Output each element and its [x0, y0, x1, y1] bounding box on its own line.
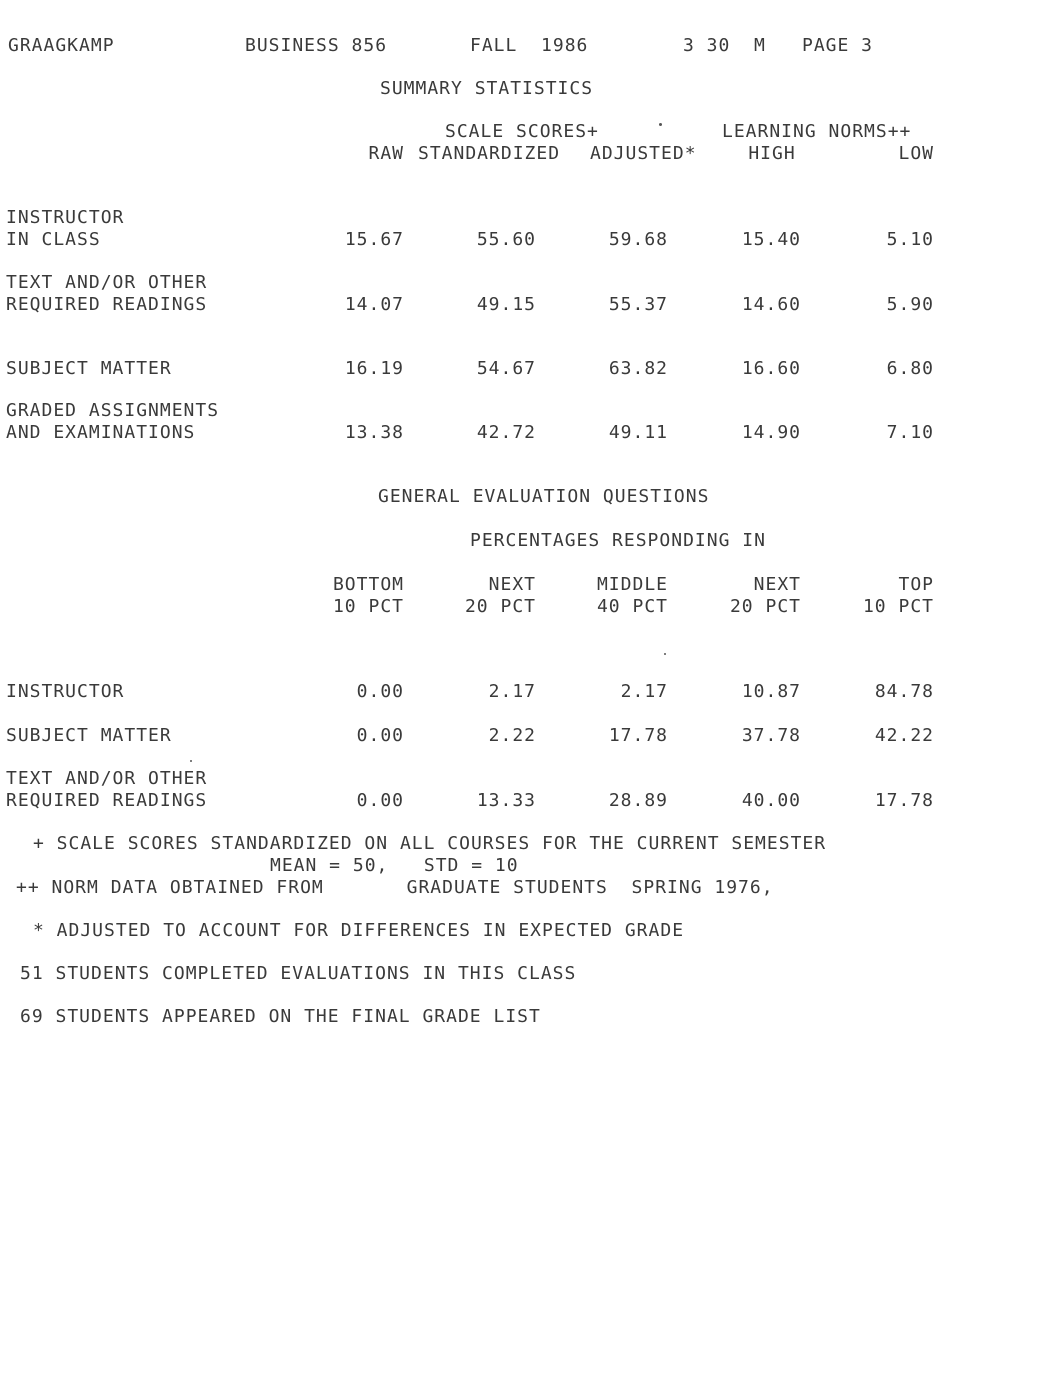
summary-cell: 7.10 — [886, 422, 934, 443]
summary-title: SUMMARY STATISTICS — [380, 78, 594, 99]
learning-norms-group-label: LEARNING NORMS++ — [722, 121, 912, 142]
col-header-pct-1-line2: 20 PCT — [464, 596, 536, 617]
col-header-standardized: STANDARDIZED — [418, 143, 561, 164]
general-cell: 42.22 — [874, 725, 934, 746]
stray-mark — [659, 123, 662, 126]
general-cell: 40.00 — [741, 790, 801, 811]
col-header-low: LOW — [898, 143, 934, 164]
col-header-pct-0-line2: 10 PCT — [332, 596, 404, 617]
page-number: PAGE 3 — [802, 35, 874, 56]
summary-cell: 6.80 — [886, 358, 934, 379]
general-title: GENERAL EVALUATION QUESTIONS — [378, 486, 710, 507]
row-label-text-readings: REQUIRED READINGS — [6, 294, 208, 315]
note-adjusted: * ADJUSTED TO ACCOUNT FOR DIFFERENCES IN EXPECTED GRADE — [33, 920, 685, 941]
summary-cell: 16.60 — [741, 358, 801, 379]
note-completed-count: 51 STUDENTS COMPLETED EVALUATIONS IN THIS CLASS — [20, 963, 577, 984]
col-header-pct-4: TOP — [898, 574, 934, 595]
course-number: BUSINESS 856 — [245, 35, 388, 56]
col-header-pct-1: NEXT — [488, 574, 536, 595]
gen-row-label-instructor: INSTRUCTOR — [6, 681, 125, 702]
general-cell: 37.78 — [741, 725, 801, 746]
summary-cell: 13.38 — [344, 422, 404, 443]
row-label-text-readings-line1: TEXT AND/OR OTHER — [6, 272, 208, 293]
instructor-name: GRAAGKAMP — [8, 35, 115, 56]
col-header-pct-3-line2: 20 PCT — [729, 596, 801, 617]
note-final-grade-count: 69 STUDENTS APPEARED ON THE FINAL GRADE LIST — [20, 1006, 541, 1027]
summary-cell: 14.07 — [344, 294, 404, 315]
note-scale-scores: + SCALE SCORES STANDARDIZED ON ALL COURSES FOR THE CURRENT SEMESTER — [33, 833, 827, 854]
gen-row-label-text-readings: REQUIRED READINGS — [6, 790, 208, 811]
summary-cell: 59.68 — [608, 229, 668, 250]
general-cell: 2.17 — [488, 681, 536, 702]
general-cell: 2.22 — [488, 725, 536, 746]
row-label-instructor-in-class-line1: INSTRUCTOR — [6, 207, 125, 228]
general-cell: 0.00 — [356, 681, 404, 702]
col-header-raw: RAW — [368, 143, 404, 164]
col-header-pct-4-line2: 10 PCT — [862, 596, 934, 617]
col-header-pct-2-line2: 40 PCT — [596, 596, 668, 617]
summary-cell: 55.60 — [476, 229, 536, 250]
col-header-adjusted: ADJUSTED* — [590, 143, 697, 164]
summary-cell: 5.10 — [886, 229, 934, 250]
general-cell: 0.00 — [356, 725, 404, 746]
summary-cell: 16.19 — [344, 358, 404, 379]
summary-cell: 14.90 — [741, 422, 801, 443]
summary-cell: 49.11 — [608, 422, 668, 443]
general-cell: 13.33 — [476, 790, 536, 811]
general-cell: 2.17 — [620, 681, 668, 702]
general-cell: 28.89 — [608, 790, 668, 811]
summary-cell: 55.37 — [608, 294, 668, 315]
row-label-graded-assignments: AND EXAMINATIONS — [6, 422, 196, 443]
summary-cell: 49.15 — [476, 294, 536, 315]
summary-cell: 14.60 — [741, 294, 801, 315]
summary-cell: 63.82 — [608, 358, 668, 379]
gen-row-label-text-readings-line1: TEXT AND/OR OTHER — [6, 768, 208, 789]
general-cell: 10.87 — [741, 681, 801, 702]
term: FALL 1986 — [470, 35, 589, 56]
row-label-graded-assignments-line1: GRADED ASSIGNMENTS — [6, 400, 220, 421]
stray-mark — [190, 760, 192, 762]
general-cell: 17.78 — [874, 790, 934, 811]
general-cell: 84.78 — [874, 681, 934, 702]
summary-cell: 54.67 — [476, 358, 536, 379]
col-header-pct-2: MIDDLE — [596, 574, 668, 595]
gen-row-label-subject-matter: SUBJECT MATTER — [6, 725, 172, 746]
summary-cell: 15.40 — [741, 229, 801, 250]
note-mean-std: MEAN = 50, STD = 10 — [270, 855, 519, 876]
col-header-high: HIGH — [748, 143, 796, 164]
stray-mark — [664, 653, 666, 655]
row-label-subject-matter: SUBJECT MATTER — [6, 358, 172, 379]
note-norm-data: ++ NORM DATA OBTAINED FROM GRADUATE STUDENTS SPRING 1976, — [16, 877, 774, 898]
scale-scores-group-label: SCALE SCORES+ — [445, 121, 599, 142]
general-cell: 17.78 — [608, 725, 668, 746]
section-code: 3 30 M — [683, 35, 766, 56]
row-label-instructor-in-class: IN CLASS — [6, 229, 101, 250]
general-subtitle: PERCENTAGES RESPONDING IN — [470, 530, 766, 551]
summary-cell: 5.90 — [886, 294, 934, 315]
general-cell: 0.00 — [356, 790, 404, 811]
summary-cell: 42.72 — [476, 422, 536, 443]
col-header-pct-3: NEXT — [753, 574, 801, 595]
summary-cell: 15.67 — [344, 229, 404, 250]
col-header-pct-0: BOTTOM — [332, 574, 404, 595]
